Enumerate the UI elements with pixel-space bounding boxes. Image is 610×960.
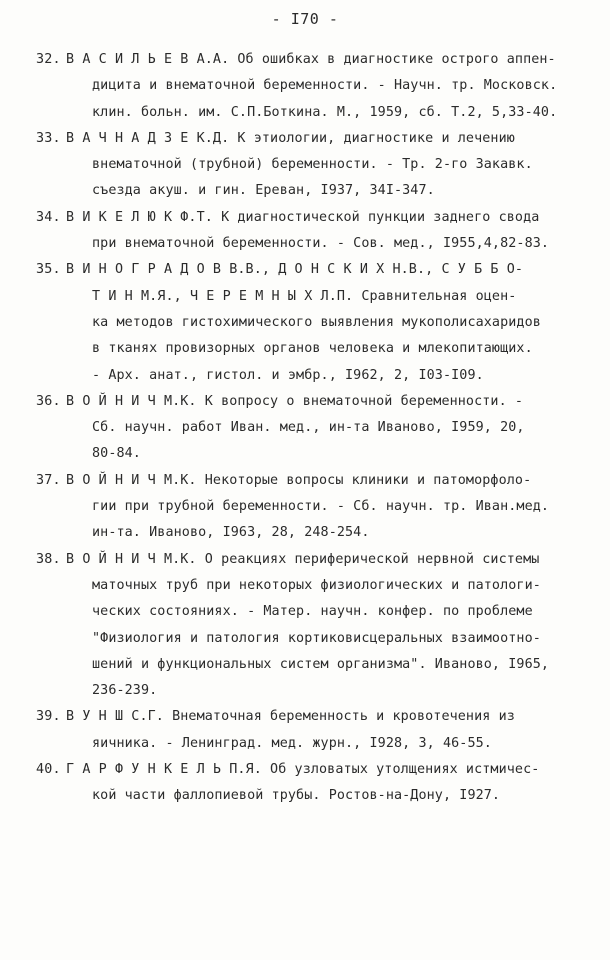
entry-text xyxy=(66,468,584,547)
entry-text xyxy=(66,205,584,258)
entry-line: ка методов гистохимического выявления мукополисахаридов xyxy=(92,314,541,330)
entry-number: 35. xyxy=(36,262,61,278)
entry-line: В О Й Н И Ч М.К. Некоторые вопросы клиники и патоморфоло- xyxy=(66,472,532,488)
entry-line: съезда акуш. и гин. Ереван, I937, 34I-347. xyxy=(92,183,435,199)
entry-line: В А С И Л Ь Е В А.А. Об ошибках в диагностике острого аппен- xyxy=(66,52,556,67)
entry-number: 36. xyxy=(36,393,61,409)
entry-number: 39. xyxy=(36,709,61,725)
entry-line: В И К Е Л Ю К Ф.Т. К диагностической пункции заднего свода xyxy=(66,209,540,225)
entry-line: ин-та. Иваново, I963, 28, 248-254. xyxy=(92,525,370,541)
entry-line: В О Й Н И Ч М.К. К вопросу о внематочной беременности. - xyxy=(66,393,524,409)
entry-line: Г А Р Ф У Н К Е Л Ь П.Я. Об узловатых утолщениях истмичес- xyxy=(66,762,540,778)
entry-text xyxy=(66,389,584,468)
entry-line: - Арх. анат., гистол. и эмбр., I962, 2, I03-I09. xyxy=(92,367,484,383)
entry-line: 80-84. xyxy=(92,446,141,462)
entry-line: гии при трубной беременности. - Сб. научн. тр. Иван.мед. xyxy=(92,499,550,515)
entry-line: Сб. научн. работ Иван. мед., ин-та Иваново, I959, 20, xyxy=(92,420,525,436)
page-number: - I70 - xyxy=(271,10,339,28)
bibliography-list xyxy=(36,47,584,810)
entry-line: В О Й Н И Ч М.К. О реакциях периферической нервной системы xyxy=(66,551,540,567)
bibliography-entry xyxy=(36,257,584,388)
entry-text xyxy=(66,47,584,126)
entry-line: В А Ч Н А Д З Е К.Д. К этиологии, диагностике и лечению xyxy=(66,130,515,146)
entry-line: В У Н Ш С.Г. Внематочная беременность и кровотечения из xyxy=(66,709,515,725)
entry-number: 40. xyxy=(36,762,61,778)
bibliography-entry xyxy=(36,704,584,757)
entry-line: ческих состояниях. - Матер. научн. конфер. по проблеме xyxy=(92,604,533,620)
entry-line: в тканях провизорных органов человека и млекопитающих. xyxy=(92,341,533,357)
bibliography-entry xyxy=(36,389,584,468)
entry-line: 236-239. xyxy=(92,683,158,699)
bibliography-entry xyxy=(36,757,584,810)
entry-line: внематочной (трубной) беременности. - Тр. 2-го Закавк. xyxy=(92,157,533,173)
entry-line: Т И Н М.Я., Ч Е Р Е М Н Ы Х Л.П. Сравнительная оцен- xyxy=(92,288,517,304)
entry-text xyxy=(66,704,584,757)
entry-line: клин. больн. им. С.П.Боткина. М., 1959, сб. Т.2, 5,33-40. xyxy=(92,104,558,120)
entry-number: 33. xyxy=(36,130,61,146)
bibliography-entry xyxy=(36,547,584,705)
entry-number: 34. xyxy=(36,209,61,225)
bibliography-entry xyxy=(36,126,584,205)
bibliography-entry xyxy=(36,47,584,126)
bibliography-entry xyxy=(36,205,584,258)
entry-text xyxy=(66,126,584,205)
entry-line: при внематочной беременности. - Сов. мед., I955,4,82-83. xyxy=(92,236,550,252)
entry-line: яичника. - Ленинград. мед. журн., I928, 3, 46-55. xyxy=(92,735,492,751)
entry-number: 38. xyxy=(36,551,61,567)
entry-text xyxy=(66,757,584,810)
entry-line: дицита и внематочной беременности. - Научн. тр. Московск. xyxy=(92,78,558,94)
entry-text xyxy=(66,257,584,388)
entry-line: "Физиология и патология кортиковисцеральных взаимоотно- xyxy=(92,630,541,646)
entry-line: маточных труб при некоторых физиологических и патологи- xyxy=(92,577,541,593)
entry-line: В И Н О Г Р А Д О В В.В., Д О Н С К И Х Н.В., С У Б Б О- xyxy=(66,262,524,278)
entry-number: 37. xyxy=(36,472,61,488)
entry-line: кой части фаллопиевой трубы. Ростов-на-Дону, I927. xyxy=(92,788,501,804)
entry-text xyxy=(66,547,584,705)
bibliography-entry xyxy=(36,468,584,547)
entry-line: шений и функциональных систем организма". Иваново, I965, xyxy=(92,656,550,672)
entry-number: 32. xyxy=(36,52,61,67)
